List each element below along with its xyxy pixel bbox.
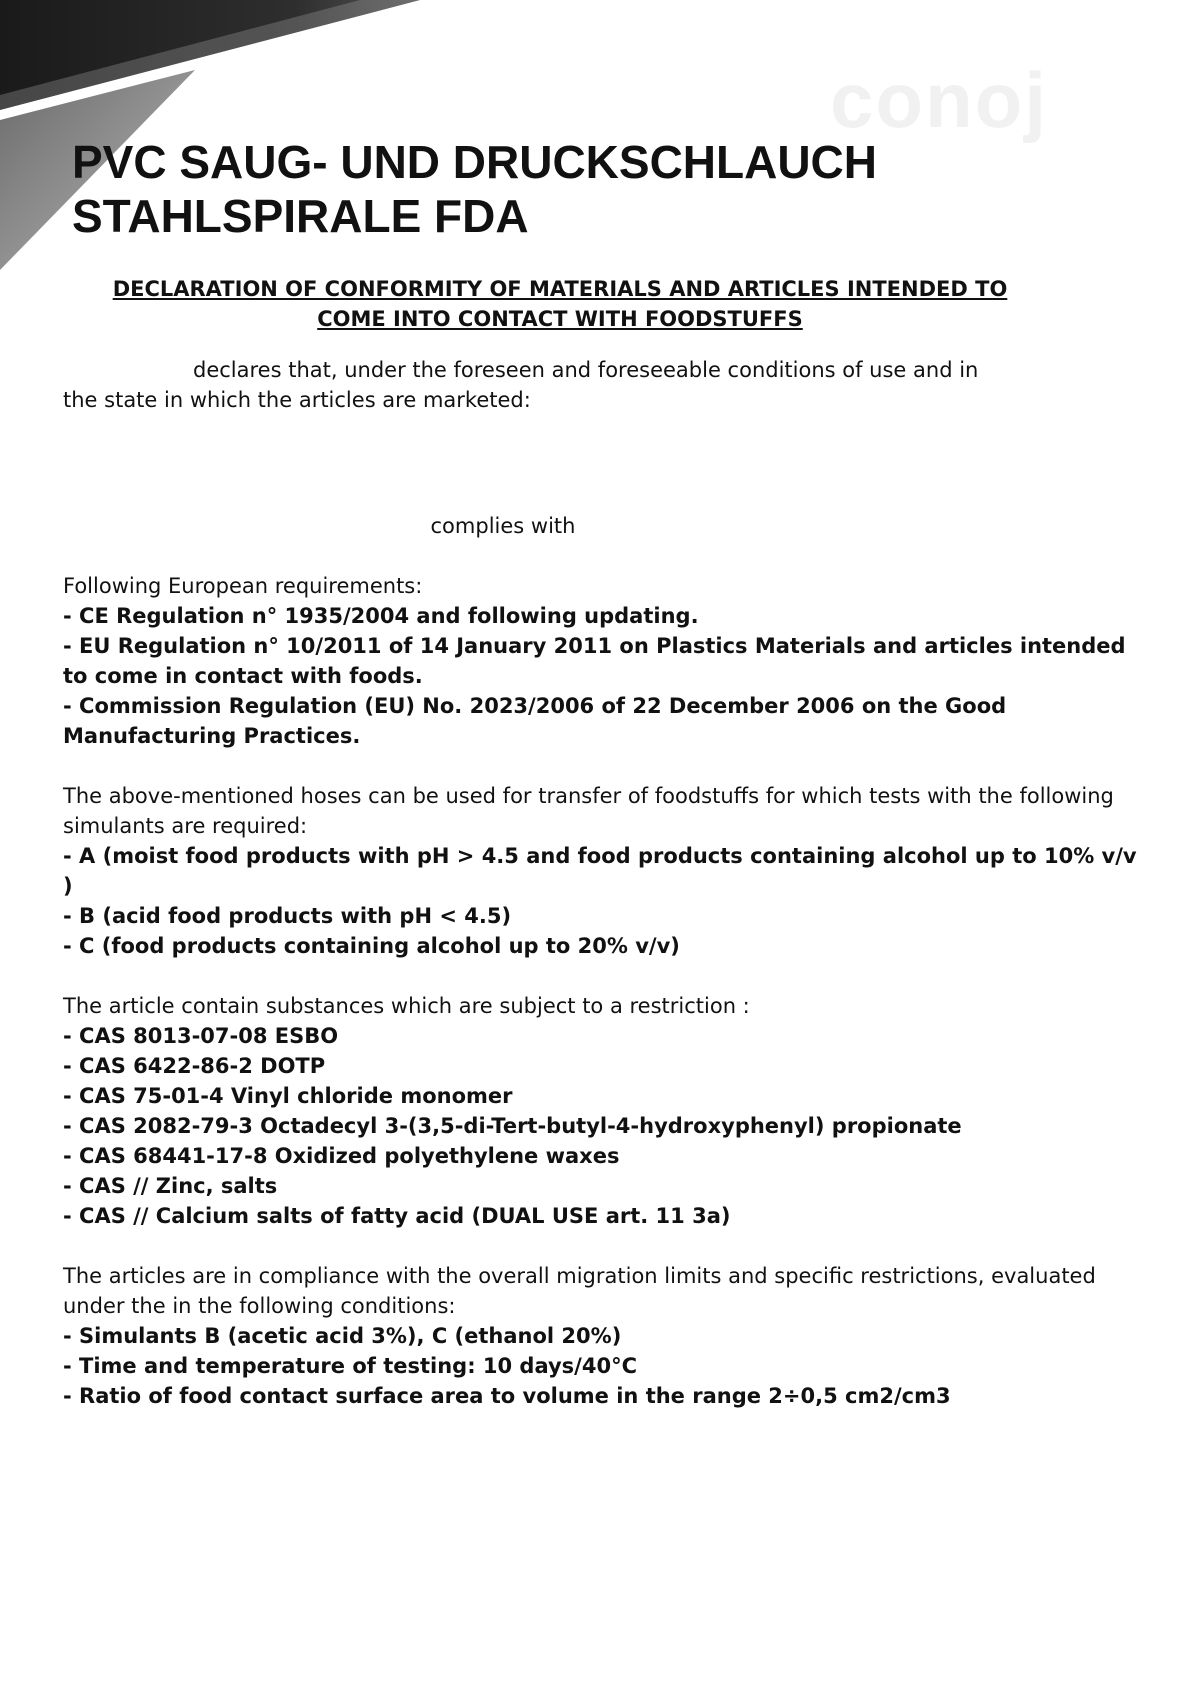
watermark-logo: conoj [830,56,1048,144]
condition-item: - Ratio of food contact surface area to volume in the range 2÷0,5 cm2/cm3 [63,1384,951,1408]
complies-with: complies with [430,514,576,538]
simulants-intro: The above-mentioned hoses can be used for transfer of foodstuffs for which tests with the following simulants are required: [63,784,1114,838]
simulant-item: - B (acid food products with pH < 4.5) [63,904,512,928]
document-title: PVC SAUG- UND DRUCKSCHLAUCH STAHLSPIRALE FDA [72,136,877,242]
document-body [63,355,1143,1411]
intro-line-2: the state in which the articles are marketed: [63,388,531,412]
regulation-item: - CE Regulation n° 1935/2004 and following updating. [63,604,699,628]
substance-item: - CAS // Zinc, salts [63,1174,278,1198]
regulation-item: - Commission Regulation (EU) No. 2023/2006 of 22 December 2006 on the Good Manufacturing Practices. [63,694,1007,748]
substance-item: - CAS 8013-07-08 ESBO [63,1024,339,1048]
condition-item: - Simulants B (acetic acid 3%), C (ethanol 20%) [63,1324,622,1348]
redacted-product-area [63,415,1143,511]
substances-list [63,1021,1143,1231]
heading-line-2: COME INTO CONTACT WITH FOODSTUFFS [317,307,803,331]
substance-item: - CAS 6422-86-2 DOTP [63,1054,326,1078]
simulants-list [63,841,1143,961]
substance-item: - CAS 68441-17-8 Oxidized polyethylene waxes [63,1144,620,1168]
substance-item: - CAS 75-01-4 Vinyl chloride monomer [63,1084,513,1108]
declaration-heading [60,274,1060,334]
condition-item: - Time and temperature of testing: 10 days/40°C [63,1354,637,1378]
simulant-item: - A (moist food products with pH > 4.5 and food products containing alcohol up to 10% v/v ) [63,844,1137,898]
regulation-item: - EU Regulation n° 10/2011 of 14 January 2011 on Plastics Materials and articles intended to come in contact with foods. [63,634,1126,688]
european-intro: Following European requirements: [63,574,423,598]
simulant-item: - C (food products containing alcohol up to 20% v/v) [63,934,680,958]
conditions-list [63,1321,1143,1411]
intro-line-1: declares that, under the foreseen and foreseeable conditions of use and in [193,358,979,382]
compliance-intro: The articles are in compliance with the overall migration limits and specific restrictions, evaluated under the in the following conditions: [63,1264,1096,1318]
heading-line-1: DECLARATION OF CONFORMITY OF MATERIALS AND ARTICLES INTENDED TO [112,277,1008,301]
regulations-list [63,601,1143,751]
substance-item: - CAS 2082-79-3 Octadecyl 3-(3,5-di-Tert-butyl-4-hydroxyphenyl) propionate [63,1114,962,1138]
substance-item: - CAS // Calcium salts of fatty acid (DUAL USE art. 11 3a) [63,1204,731,1228]
substances-intro: The article contain substances which are subject to a restriction : [63,994,750,1018]
